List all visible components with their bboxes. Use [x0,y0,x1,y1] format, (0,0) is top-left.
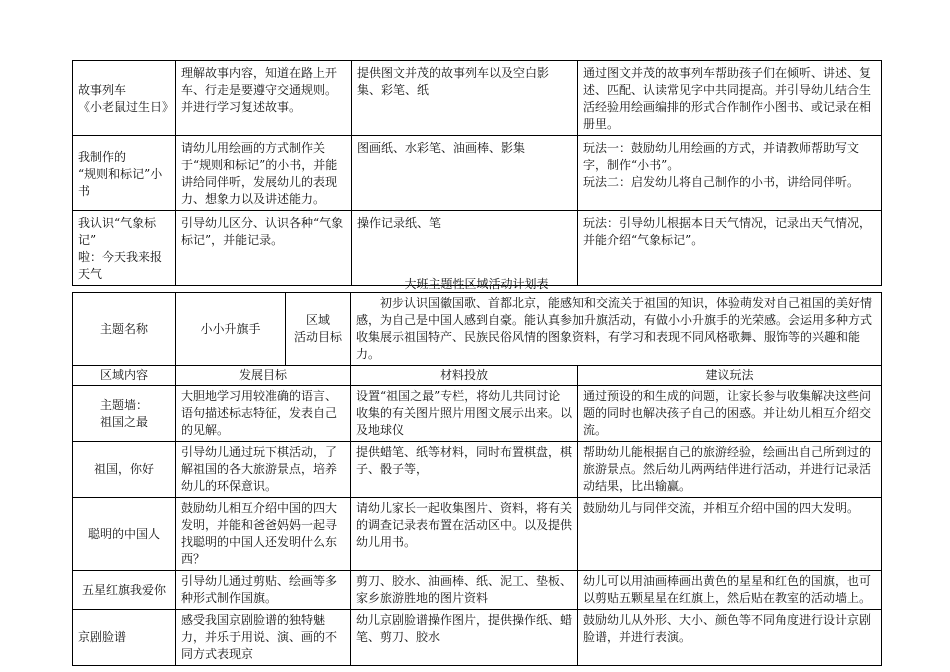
play-cell: 帮助幼儿能根据自己的旅游经验，绘画出自己所到过的旅游景点。然后幼儿两两结伴进行活动，并进行记录活动结果，比出输赢。 [578,442,882,498]
area-cell: 五星红旗我爱你 [73,571,176,610]
theme-label: 主题名称 [73,293,176,366]
goal-cell: 理解故事内容，知道在路上开车、行走是要遵守交通规则。并进行学习复述故事。 [176,61,352,136]
table-row [73,571,882,610]
play-cell: 通过预设的和生成的问题，让家长参与收集解决这些问题的同时也解决孩子自己的困惑。并让幼儿相互介绍交流。 [578,386,882,442]
materials-cell: 请幼儿家长一起收集图片、资料，将有关的调查记录表布置在活动区中。以及提供幼儿用书。 [351,498,578,571]
materials-cell: 剪刀、胶水、油画棒、纸、泥工、垫板、家乡旅游胜地的图片资料 [351,571,578,610]
area-cell: 聪明的中国人 [73,498,176,571]
play-cell: 通过图文并茂的故事列车帮助孩子们在倾听、讲述、复述、匹配、认读常见字中共同提高。并引导幼儿结合生活经验用绘画编排的形式合作制作小图书、或记录在相册里。 [578,61,882,136]
goal-cell: 请幼儿用绘画的方式制作关于“规则和标记”的小书，并能讲给同伴听，发展幼儿的表现力、想象力以及讲述能力。 [176,136,352,211]
goal-cell: 引导幼儿通过玩下棋活动，了解祖国的各大旅游景点，培养幼儿的环保意识。 [176,442,351,498]
table-row [73,61,882,136]
area-cell: 我制作的 “规则和标记”小书 [73,136,176,211]
table-row [73,442,882,498]
area-cell: 京剧脸谱 [73,610,176,666]
materials-cell: 操作记录纸、笔 [352,211,578,286]
materials-cell: 提供蜡笔、纸等材料，同时布置棋盘，棋子、骰子等， [351,442,578,498]
header-materials: 材料投放 [351,366,578,386]
header-area: 区域内容 [73,366,176,386]
goal-cell: 引导幼儿通过剪贴、绘画等多种形式制作国旗。 [176,571,351,610]
theme-value: 小小升旗手 [176,293,286,366]
goal-cell: 鼓励幼儿相互介绍中国的四大发明，并能和爸爸妈妈一起寻找聪明的中国人还发明什么东西？ [176,498,351,571]
area-cell: 主题墙： 祖国之最 [73,386,176,442]
header-goal: 发展目标 [176,366,351,386]
area-cell: 我认识“气象标记” 啦：今天我来报天气 [73,211,176,286]
play-cell: 鼓励幼儿与同伴交流，并相互介绍中国的四大发明。 [578,498,882,571]
table-area-activities-part1 [72,60,882,286]
play-cell: 鼓励幼儿从外形、大小、颜色等不同角度进行设计京剧脸谱，并进行表演。 [578,610,882,666]
table-row [73,136,882,211]
play-cell: 玩法：引导幼儿根据本日天气情况，记录出天气情况，并能介绍“气象标记”。 [578,211,882,286]
play-cell: 幼儿可以用油画棒画出黄色的星星和红色的国旗，也可以剪贴五颗星星在红旗上，然后贴在教室的活动墙上。 [578,571,882,610]
table-area-activities-plan [72,292,882,666]
materials-cell: 幼儿京剧脸谱操作图片，提供操作纸、蜡笔、剪刀、胶水 [351,610,578,666]
goal-label: 区域 活动目标 [286,293,351,366]
table-row [73,211,882,286]
area-cell: 祖国，你好 [73,442,176,498]
area-cell: 故事列车 《小老鼠过生日》 [73,61,176,136]
goal-cell: 大胆地学习用较准确的语言、语句描述标志特征，发表自己的见解。 [176,386,351,442]
goal-cell: 引导幼儿区分、认识各种“气象标记”，并能记录。 [176,211,352,286]
table-row [73,386,882,442]
header-row [73,366,882,386]
table-row [73,498,882,571]
table-caption: 大班主题性区域活动计划表 [404,277,549,291]
play-cell: 玩法一：鼓励幼儿用绘画的方式，并请教师帮助写文字，制作“小书”。 玩法二：启发幼儿将自己制作的小书，讲给同伴听。 [578,136,882,211]
materials-cell: 图画纸、水彩笔、油画棒、影集 [352,136,578,211]
goal-cell: 感受我国京剧脸谱的独特魅力，并乐于用说、演、画的不同方式表现京 [176,610,351,666]
materials-cell: 提供图文并茂的故事列车以及空白影集、彩笔、纸 [352,61,578,136]
theme-row [73,293,882,366]
materials-cell: 设置“祖国之最”专栏，将幼儿共同讨论收集的有关图片照片用图文展示出来。以及地球仪 [351,386,578,442]
header-play: 建议玩法 [578,366,882,386]
table-row [73,610,882,666]
goal-text: 初步认识国徽国歌、首都北京，能感知和交流关于祖国的知识，体验萌发对自己祖国的美好情感，为自己是中国人感到自豪。能认真参加升旗活动，有做小小升旗手的光荣感。会运用多种方式收集展示祖国特产、民族民俗风情的图象资料，有学习和表现不同风格歌舞、服饰等的兴趣和能力。 [351,293,882,366]
